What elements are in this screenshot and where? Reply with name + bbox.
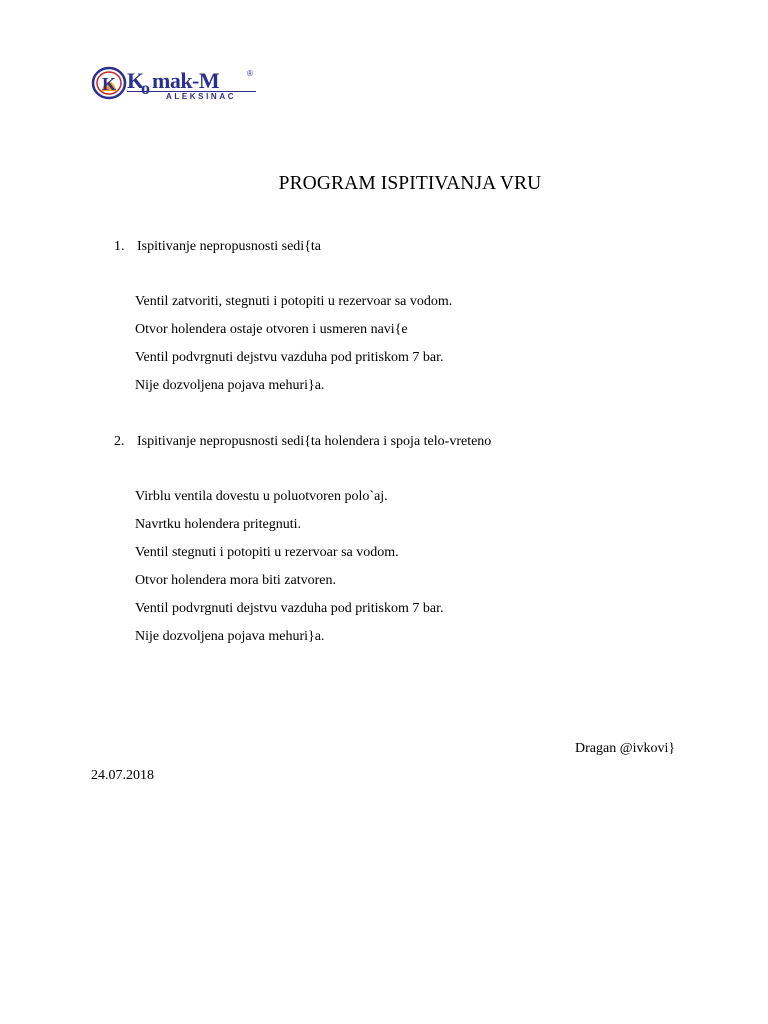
signature-name: Dragan @ivkovi} (575, 741, 676, 756)
section-1-heading: Ispitivanje nepropusnosti sedi{ta (137, 239, 322, 254)
section-1-line: Otvor holendera ostaje otvoren i usmeren navi{e (135, 322, 408, 337)
section-2-line: Navrtku holendera pritegnuti. (135, 517, 302, 532)
section-2-line: Ventil podvrgnuti dejstvu vazduha pod pritiskom 7 bar. (135, 601, 444, 616)
company-logo (91, 66, 261, 102)
svg-text:o: o (141, 78, 150, 98)
company-logo-graphic (91, 66, 261, 102)
section-1-line: Ventil zatvoriti, stegnuti i potopiti u rezervoar sa vodom. (135, 294, 453, 309)
section-2-line: Ventil stegnuti i potopiti u rezervoar sa vodom. (135, 545, 399, 560)
svg-text:K: K (102, 74, 117, 94)
section-2-heading: Ispitivanje nepropusnosti sedi{ta holendera i spoja telo-vreteno (137, 434, 492, 449)
document-date: 24.07.2018 (91, 768, 154, 783)
section-2-line: Otvor holendera mora biti zatvoren. (135, 573, 336, 588)
section-1-line: Nije dozvoljena pojava mehuri}a. (135, 378, 325, 393)
svg-text:ALEKSINAC: ALEKSINAC (166, 92, 237, 101)
svg-text:mak-M: mak-M (152, 68, 220, 93)
section-2-line: Virblu ventila dovestu u poluotvoren polo`aj. (135, 489, 388, 504)
section-2-number: 2. (114, 434, 125, 449)
section-1-number: 1. (114, 239, 125, 254)
document-title: PROGRAM ISPITIVANJA VRU (278, 173, 542, 194)
section-2-line: Nije dozvoljena pojava mehuri}a. (135, 629, 325, 644)
svg-text:K: K (127, 68, 144, 93)
svg-text:®: ® (247, 69, 253, 78)
section-1-line: Ventil podvrgnuti dejstvu vazduha pod pritiskom 7 bar. (135, 350, 444, 365)
